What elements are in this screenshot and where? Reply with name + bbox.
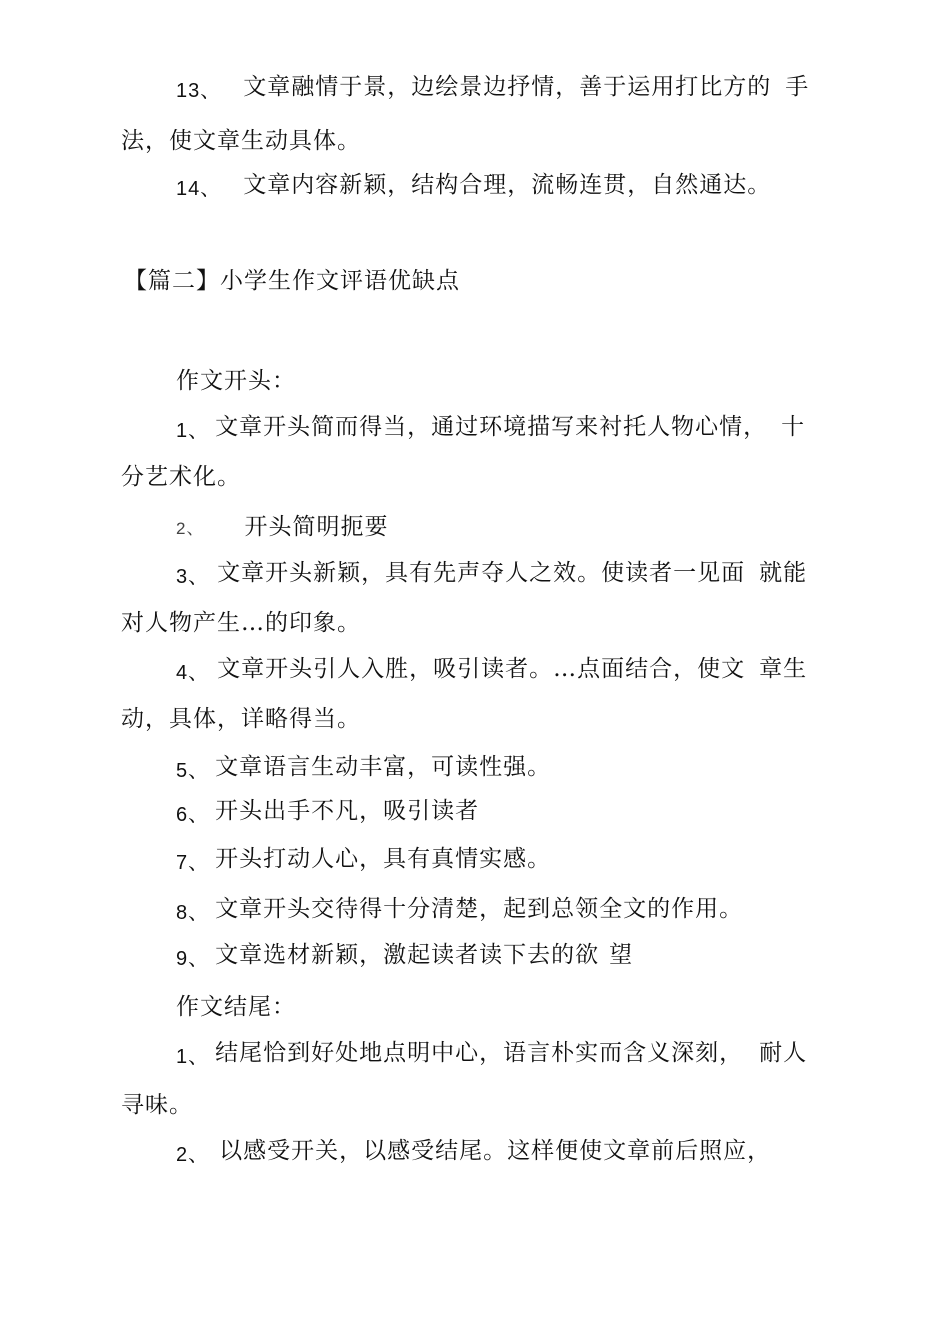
ending-item-1-line1 — [176, 1038, 807, 1069]
opening-title: 作文开头： — [176, 368, 296, 394]
item-text: 文章开头引人入胜，吸引读者。…点面结合，使文 — [217, 656, 746, 682]
opening-item-6 — [176, 796, 479, 827]
opening-item-1-line1 — [176, 412, 805, 443]
list-item-13-line2: 法，使文章生动具体。 — [121, 128, 361, 154]
opening-item-8 — [176, 894, 743, 925]
opening-item-3-line2: 对人物产生…的印象。 — [121, 610, 361, 636]
opening-item-9 — [176, 940, 633, 971]
opening-item-5 — [176, 752, 551, 783]
item-number: 3、 — [176, 566, 210, 588]
item-text: 开头出手不凡，吸引读者 — [215, 798, 480, 824]
item-number: 14、 — [176, 178, 222, 200]
item-number: 6、 — [176, 804, 210, 826]
opening-item-4-line2: 动，具体，详略得当。 — [121, 706, 361, 732]
item-number: 8、 — [176, 902, 210, 924]
ending-item-1-line2: 寻味。 — [121, 1092, 193, 1118]
item-number: 2、 — [176, 1144, 210, 1166]
opening-item-3-line1 — [176, 558, 807, 589]
item-text: 文章内容新颖，结构合理，流畅连贯，自然通达。 — [243, 172, 772, 198]
item-number: 4、 — [176, 662, 210, 684]
item-number: 9、 — [176, 948, 210, 970]
item-text-tail: 耐人 — [759, 1040, 808, 1066]
item-text: 以感受开关，以感受结尾。这样便使文章前后照应， — [219, 1138, 772, 1164]
item-text: 结尾恰到好处地点明中心，语言朴实而含义深刻， — [215, 1040, 744, 1066]
item-text-tail: 就能 — [759, 560, 808, 586]
item-number: 7、 — [176, 852, 210, 874]
opening-item-2 — [176, 512, 388, 544]
item-text: 文章开头交待得十分清楚，起到总领全文的作用。 — [215, 896, 744, 922]
ending-title: 作文结尾： — [176, 994, 296, 1020]
list-item-13-line1 — [176, 72, 809, 103]
item-text-tail: 手 — [785, 74, 810, 100]
item-text: 文章语言生动丰富，可读性强。 — [215, 754, 552, 780]
item-text: 文章开头新颖，具有先声夺人之效。使读者一见面 — [217, 560, 746, 586]
item-text: 文章开头简而得当，通过环境描写来衬托人物心情， — [215, 414, 768, 440]
item-number: 5、 — [176, 760, 210, 782]
item-number: 1、 — [176, 1046, 210, 1068]
item-number: 2、 — [176, 519, 205, 538]
item-text: 开头打动人心，具有真情实感。 — [215, 846, 552, 872]
opening-item-4-line1 — [176, 654, 807, 685]
item-text-tail: 章生 — [759, 656, 808, 682]
item-number: 1、 — [176, 420, 210, 442]
ending-item-2 — [176, 1136, 771, 1167]
item-text-tail: 十 — [781, 414, 806, 440]
item-text-tail: 望 — [609, 942, 634, 968]
item-text: 开头简明扼要 — [244, 514, 389, 540]
item-text: 文章选材新颖，激起读者读下去的欲 — [215, 942, 600, 968]
item-text: 文章融情于景，边绘景边抒情，善于运用打比方的 — [243, 74, 772, 100]
section-heading: 【篇二】小学生作文评语优缺点 — [124, 268, 460, 294]
opening-item-7 — [176, 844, 551, 875]
list-item-14 — [176, 170, 771, 201]
item-number: 13、 — [176, 80, 222, 102]
opening-item-1-line2: 分艺术化。 — [121, 464, 241, 490]
